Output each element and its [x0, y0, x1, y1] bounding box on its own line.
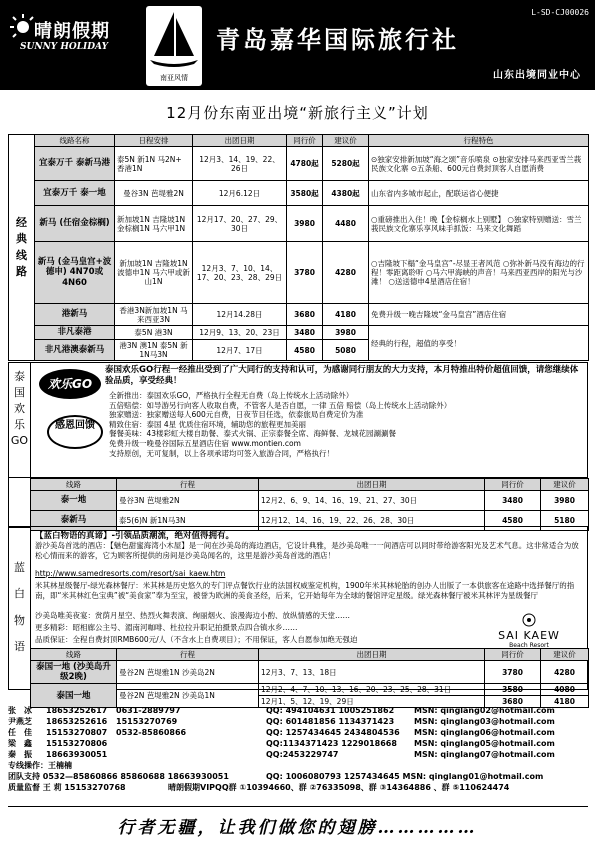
route-schedule: 新加坡1N 吉隆坡1N 金棕榈1N 马六甲1N	[115, 206, 193, 242]
blue-heading: 【蓝白物语的真谛】-引领品质潮流，绝对值得拥有。	[35, 531, 235, 541]
suggested-price: 4380起	[323, 181, 369, 206]
contact-tel: 0532-85860866	[116, 728, 187, 737]
route-dates: 12月7、17日	[193, 340, 287, 361]
peer-price: 3680	[287, 304, 323, 326]
suggested-price: 4280	[323, 242, 369, 304]
route-name: 非凡港澳泰新马	[35, 340, 115, 361]
contact-tel: 15153270769	[116, 717, 178, 726]
route-name: 泰国一地	[31, 684, 117, 708]
company-name: 青岛嘉华国际旅行社	[216, 25, 459, 54]
blue-hotel-desc: 游沙美岛首选的酒店：【魅色甜蜜海湾小木屋】是一间在沙美岛的海边酒店，它设计典雅，是沙美岛唯一一间酒店可以同时带给游客阳光及艺术气息。这非常适合为放松心情而来的游客，它为顾客所提供的房间是沙美岛闻名的，这里是游沙美岛首选的酒店！	[35, 541, 579, 560]
contact-name: 梁 鑫	[8, 739, 32, 748]
thai-side-spacer	[8, 478, 31, 528]
sun-icon	[10, 14, 36, 40]
route-schedule: 泰5(6)N 新1N马3N	[117, 511, 259, 531]
doc-code: L-SD-CJ00026	[531, 8, 589, 17]
contact-qq: QQ:2453229747	[266, 750, 339, 759]
route-schedule: 香港3N新加坡1N 马来西亚3N	[115, 304, 193, 326]
quality-line	[8, 783, 588, 794]
contact-name: 秦 振	[8, 750, 32, 759]
contact-name: 张 冰	[8, 706, 32, 715]
peer-price: 3580	[485, 684, 541, 696]
contact-qq: QQ: 494104631 1005251862	[266, 706, 395, 715]
table-row	[9, 242, 589, 304]
route-dates: 12月3、7、13、18日	[259, 661, 485, 684]
brand-name: SAI KAEW	[498, 629, 560, 642]
suggested-price: 4280	[541, 661, 589, 684]
route-dates: 12月2、6、9、14、16、19、21、27、30日	[259, 491, 485, 511]
team-support: 团队支持 0532—85860866 85860688 18663930051	[8, 772, 229, 781]
route-features: ○吉隆坡下榻“金马皇宫”-尽显王者风范 ○弥补新马没有海边的行程！零距离聆听 ○马六甲海峡的声音！马来西亚西岸的阳光与沙滩！ ○送送德申4星酒店住宿！	[369, 242, 589, 304]
route-name: 新马 (金马皇宫+波德申) 4N70或4N60	[35, 242, 115, 304]
contact-block	[8, 706, 588, 794]
ops-line: 专线操作：王楠楠	[8, 761, 72, 770]
suggested-price: 3980	[541, 491, 589, 511]
route-dates: 12月9、13、20、23日	[193, 326, 287, 340]
peer-price: 3480	[287, 326, 323, 340]
nanya-logo	[146, 6, 202, 86]
table-row	[9, 326, 589, 340]
route-schedule: 港3N 澳1N 泰5N 新1N马3N	[115, 340, 193, 361]
contact-phone: 15153270807	[46, 728, 108, 737]
col-header: 线路	[31, 649, 117, 661]
brand-sub: Beach Resort	[509, 642, 549, 649]
route-name: 宜泰万千 泰一地	[35, 181, 115, 206]
col-header: 同行价	[485, 649, 541, 661]
suggested-price: 4080	[541, 684, 589, 696]
contact-row	[8, 728, 588, 739]
suggested-price: 5280起	[323, 147, 369, 181]
col-header: 线路	[31, 479, 117, 491]
peer-price: 4780起	[287, 147, 323, 181]
huanle-go-logo: 欢乐GO	[39, 369, 101, 399]
contact-tel: 0631-2889797	[116, 706, 181, 715]
col-header: 同行价	[485, 479, 541, 491]
page-title: 12月份东南亚出境“新旅行主义”计划	[166, 104, 429, 122]
table-row	[31, 661, 589, 684]
route-name: 泰国一地 (沙美岛升级2晚)	[31, 661, 117, 684]
route-features: 免费升级一晚吉隆坡“金马皇宫”酒店住宿	[369, 304, 589, 326]
table-row	[9, 147, 589, 181]
route-dates: 12月3、14、19、22、26日	[193, 147, 287, 181]
blue-white-table	[30, 648, 589, 708]
divider	[8, 806, 588, 807]
contact-row	[8, 750, 588, 761]
company-sub: 山东出境同业中心	[493, 70, 581, 81]
route-dates: 12月14.28日	[193, 304, 287, 326]
suggested-price: 5180	[541, 511, 589, 531]
peer-price: 3780	[287, 242, 323, 304]
contact-name: 尹燕芝	[8, 717, 32, 726]
peer-price: 3680	[485, 696, 541, 708]
thai-intro: 泰国欢乐GO行程一经推出受到了广大同行的支持和认可，为感谢同行朋友的大力支持，本月特推出特价超值回馈，请您继续体验品质，享受经典！	[105, 365, 579, 387]
route-schedule: 曼谷3N 芭堤雅2N	[115, 181, 193, 206]
quality-guarantee: 品质保证：全程自费封顶RMB600元/人（不含水上自费项目）；不用保证，客人自愿参加绝无强迫	[35, 635, 358, 644]
table-row	[31, 491, 589, 511]
contact-row	[8, 706, 588, 717]
contact-phone: 15153270806	[46, 739, 108, 748]
route-schedule: 泰5N 新1N 马2N+ 香港1N	[115, 147, 193, 181]
contact-phone: 18653252616	[46, 717, 108, 726]
contact-phone: 18653252617	[46, 706, 108, 715]
hotel-link[interactable]: http://www.samedresorts.com/resort/sai_kaew.htm	[35, 569, 226, 578]
list-item: 全新推出：泰国欢乐GO，严格执行全程无自费（岛上传统水上活动除外）	[109, 391, 354, 400]
contact-qq: QQ:1134371423 1229018668	[266, 739, 397, 748]
nanya-text: 南亚风情	[160, 74, 188, 82]
route-name: 泰一地	[31, 491, 117, 511]
gratitude-badge: 感恩回馈	[47, 415, 103, 449]
team-support-line	[8, 772, 588, 783]
contact-msn: MSN: qinglang03@hotmail.com	[414, 717, 555, 726]
col-header: 线路名称	[35, 135, 115, 147]
route-schedule: 曼谷2N 芭堤雅1N 沙美岛2N	[117, 661, 259, 684]
route-dates: 12月1、5、12、19、29日	[259, 696, 485, 708]
quality-supervisor: 质量监督 王 莉 15153270768	[8, 783, 126, 792]
slogan: 行者无疆，让我们做您的翅膀……………	[117, 818, 478, 838]
header-banner	[0, 0, 595, 90]
peer-price: 3580起	[287, 181, 323, 206]
contact-qq: QQ: 1257434645 2434804536	[266, 728, 400, 737]
col-header: 行程	[117, 479, 259, 491]
route-name: 非凡泰港	[35, 326, 115, 340]
peer-price: 3980	[287, 206, 323, 242]
contact-name: 任 佳	[8, 728, 32, 737]
route-name: 新马 (任宿金棕榈)	[35, 206, 115, 242]
contact-msn: MSN: qinglang07@hotmail.com	[414, 750, 555, 759]
list-item: 精致住宿：泰国 4星 优质住宿环境，辅助您的旅程更加美丽	[109, 419, 307, 429]
suggested-price: 4180	[541, 696, 589, 708]
list-item: 五倍赔偿：如导游另行向客人收取自费，不管客人是否自愿，一律 五倍 赔偿（岛上传统水上活动除外）	[109, 400, 452, 410]
route-schedule: 泰5N 港3N	[115, 326, 193, 340]
col-header: 出团日期	[193, 135, 287, 147]
vip-qq-groups: 晴朗假期VIPQQ群 ①10394660、群 ②76335098、群 ③14364886 、群 ⑤110624474	[168, 783, 510, 792]
route-schedule: 新加坡1N 吉隆坡1N 波德申1N 马六甲或新山1N	[115, 242, 193, 304]
night-banquet: 沙美岛唯美夜宴：赏荫月星空、热烈火舞表演、绚丽烟火、浪漫海边小酌、放纵情感的天堂……	[35, 611, 350, 620]
classic-routes-table	[8, 134, 589, 361]
table-row	[9, 206, 589, 242]
col-header: 行程	[117, 649, 259, 661]
route-features: ⊙独家安排新加坡“海之颂”音乐喷泉 ⊙独家安排马来西亚雪兰莪民族文化寨 ⊙五条船、600元自费封顶客人自愿消费	[369, 147, 589, 181]
route-schedule: 曼谷3N 芭堤雅2N	[117, 491, 259, 511]
thai-go-table	[30, 478, 589, 531]
col-header: 同行价	[287, 135, 323, 147]
col-header: 行程特色	[369, 135, 589, 147]
blue-side-label: 蓝白物语	[9, 527, 31, 689]
logo-cn: 晴朗假期	[34, 21, 110, 42]
table-row	[9, 181, 589, 206]
col-header: 建议价	[541, 479, 589, 491]
logo-en: SUNNY HOLIDAY	[20, 42, 109, 52]
contact-qq: QQ: 601481856 1134371423	[266, 717, 395, 726]
list-item: 支持原创，无可复制，以上各项承诺均可签入旅游合同，严格执行！	[109, 448, 334, 458]
contact-phone: 18663930051	[46, 750, 108, 759]
route-dates: 12月2、4、7、10、13、16、20、23、25、28、31日	[259, 684, 485, 696]
route-name: 宜泰万千 泰新马港	[35, 147, 115, 181]
route-name: 港新马	[35, 304, 115, 326]
sunny-holiday-logo	[8, 12, 138, 62]
col-header: 出团日期	[259, 479, 485, 491]
classic-side-label: 经典线路	[9, 135, 35, 361]
sailboat-icon	[146, 8, 202, 70]
route-name: 泰新马	[31, 511, 117, 531]
suggested-price: 4180	[323, 304, 369, 326]
route-dates: 12月12、14、16、19、22、26、28、30日	[259, 511, 485, 531]
suggested-price: 3980	[323, 326, 369, 340]
peer-price: 4580	[287, 340, 323, 361]
peer-price: 4580	[485, 511, 541, 531]
contact-msn: MSN: qinglang05@hotmail.com	[414, 739, 555, 748]
contact-row	[8, 739, 588, 750]
saikaew-logo	[489, 613, 569, 649]
col-header: 出团日期	[259, 649, 485, 661]
route-features: 经典的行程，超值的享受！	[369, 326, 589, 361]
table-row	[9, 304, 589, 326]
col-header: 建议价	[541, 649, 589, 661]
resort-emblem-icon	[522, 613, 536, 627]
restaurant-desc: 米其林星级餐厅-绿光森林餐厅：米其林是历史悠久的专门评点餐饮行业的法国权威鉴定机构，1900年米其林轮胎的创办人出版了一本供旅客在途路中选择餐厅的指南，即“米其林红色宝典”被“美食家”奉为至宝，被誉为欧洲的美食圣经，后来，它开始每年为全球的餐馆评定星级。绿光森林餐厅被米其林评为星级餐厅	[35, 581, 575, 600]
route-features: 山东省内多城市起止，配联运省心便捷	[369, 181, 589, 206]
suggested-price: 4480	[323, 206, 369, 242]
route-schedule: 曼谷2N 芭堤雅2N 沙美岛1N	[117, 684, 259, 708]
thai-go-section	[8, 362, 588, 478]
route-dates: 12月17、20、27、29、30日	[193, 206, 287, 242]
col-header: 日程安排	[115, 135, 193, 147]
list-item: 餐餐美味：43楼彩虹大楼自助餐、泰式火锅、正宗泰餐全席、海鲜餐、龙城花园涮涮餐	[109, 429, 397, 439]
suggested-price: 5080	[323, 340, 369, 361]
contact-row	[8, 717, 588, 728]
contact-msn: MSN: qinglang06@hotmail.com	[414, 728, 555, 737]
peer-price: 3480	[485, 491, 541, 511]
contact-msn: MSN: qinglang02@hotmail.com	[414, 706, 555, 715]
list-item: 独家赠送：独家赠送每人600元自费，日夜节目任选，依泰旅局自费定价为准	[109, 410, 364, 420]
table-header	[9, 135, 589, 147]
col-header: 建议价	[323, 135, 369, 147]
thai-bullet-list	[109, 391, 583, 458]
list-item: 免费升级一晚曼谷国际五星酒店住宿 www.montien.com	[109, 438, 301, 448]
team-qq-msn: QQ: 1006080793 1257434645 MSN: qinglang01@hotmail.com	[266, 772, 544, 781]
route-features: ○重磅推出入住！晚【金棕榈水上别墅】 ○独家特别赠送：雪兰莪民族文化寨乐享风味手抓饭：马来文化舞蹈	[369, 206, 589, 242]
thai-side-label: 泰国欢乐GO	[9, 363, 31, 477]
more-highlights: 更多精彩：昭相廊公主号、湄南河咖啡、杜拉拉升职记拍摄景点四合镇水乡……	[35, 623, 298, 632]
peer-price: 3780	[485, 661, 541, 684]
route-dates: 12月6.12日	[193, 181, 287, 206]
route-dates: 12月3、7、10、14、17、20、23、28、29日	[193, 242, 287, 304]
table-row	[31, 684, 589, 696]
